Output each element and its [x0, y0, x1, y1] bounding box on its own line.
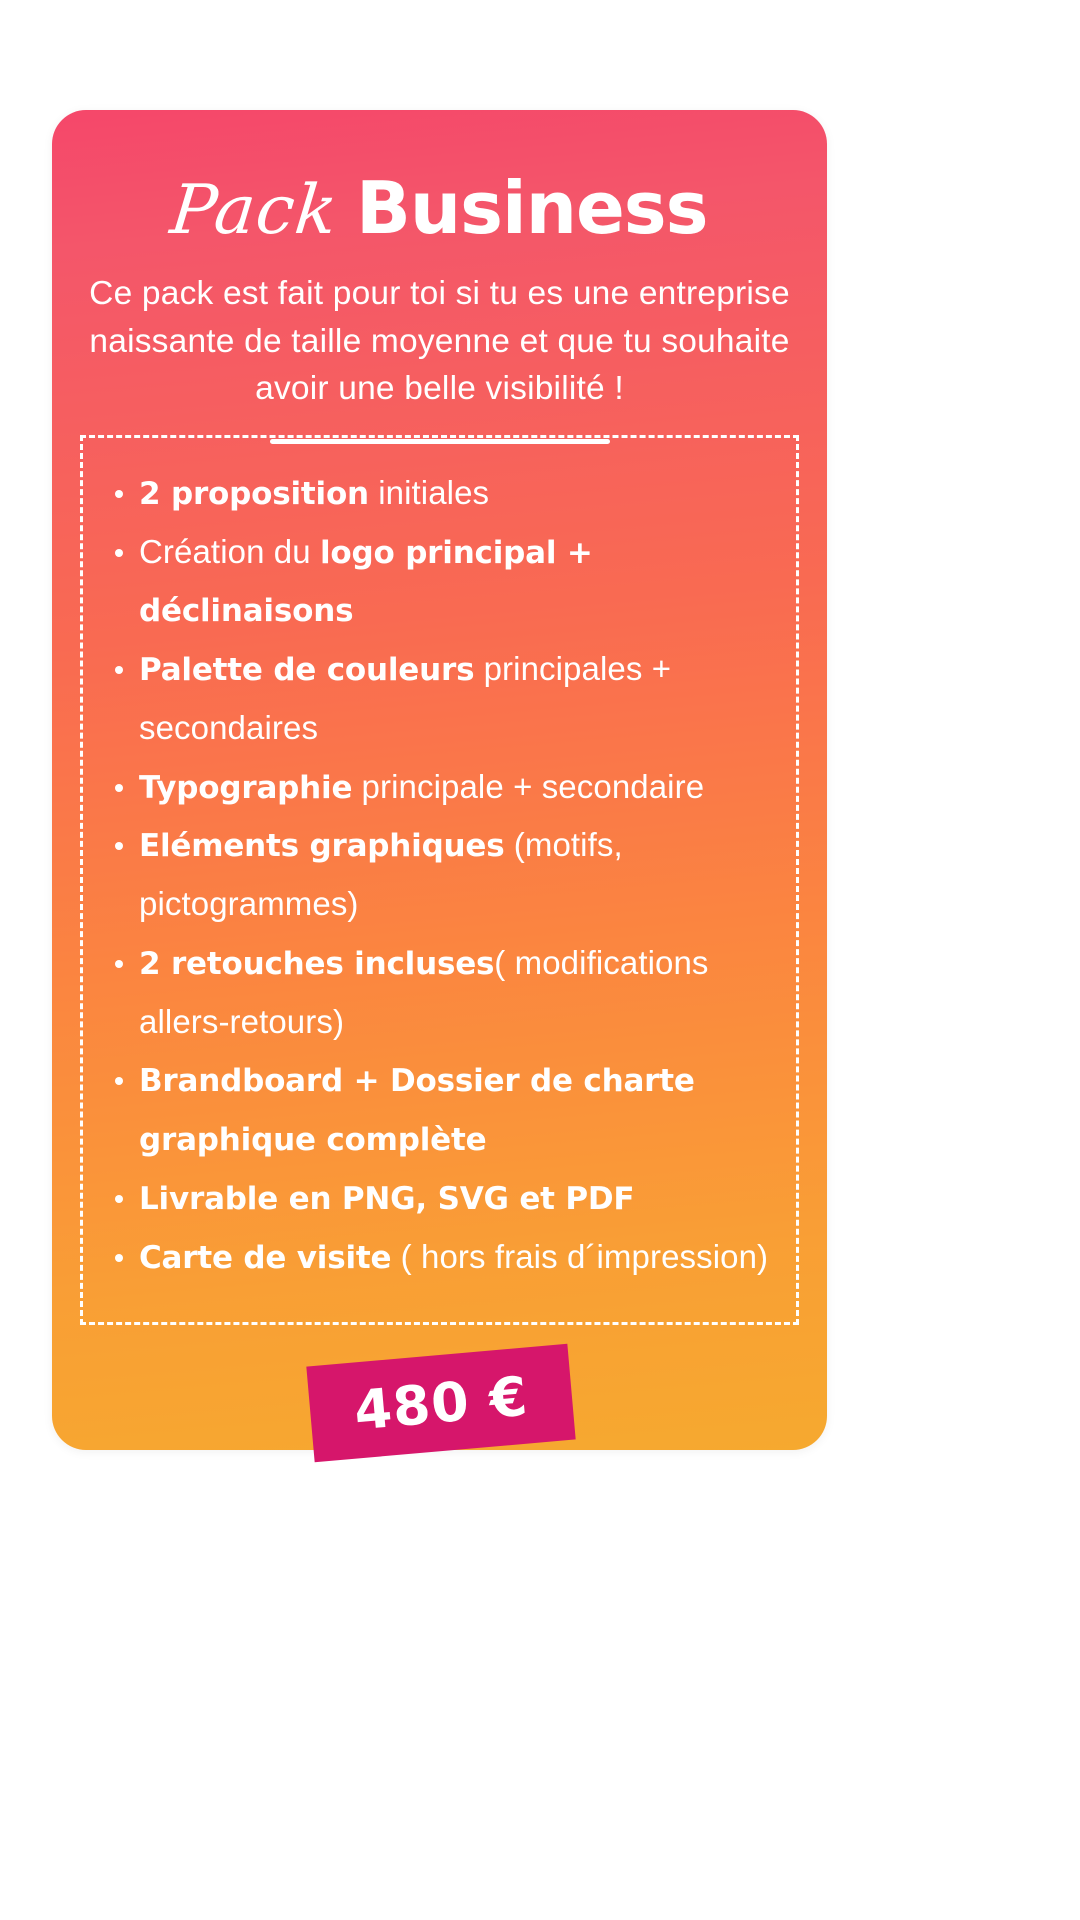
feature-text: initiales: [368, 474, 490, 511]
title-bold-word: Business: [356, 166, 708, 250]
feature-list: [109, 464, 774, 1286]
feature-strong: logo principal + déclinaisons: [139, 534, 593, 630]
feature-strong: Carte de visite: [139, 1239, 392, 1276]
feature-item: [109, 816, 774, 933]
feature-text: principale + secondaire: [352, 767, 705, 805]
feature-item: [109, 1051, 774, 1168]
card-subtitle: Ce pack est fait pour toi si tu es une entreprise naissante de taille moyenne et que tu souhaite avoir une belle visibilité !: [89, 275, 790, 408]
pricing-card: [52, 110, 827, 1450]
price-value: 480 €: [351, 1364, 531, 1442]
feature-strong: 2 retouches incluses: [139, 945, 495, 982]
feature-item: [109, 758, 774, 817]
feature-strong: Brandboard + Dossier de charte graphique complète: [139, 1063, 695, 1159]
feature-text: (motifs, pictogrammes): [139, 826, 623, 923]
feature-strong: Typographie: [139, 769, 353, 806]
feature-item: [109, 1228, 774, 1287]
feature-item: [109, 464, 774, 523]
feature-strong: Palette de couleurs: [139, 652, 475, 689]
feature-item: [109, 1169, 774, 1228]
features-box: [80, 435, 799, 1325]
feature-text: principales + secondaires: [139, 650, 672, 746]
feature-text: Création du: [139, 532, 320, 570]
feature-text: ( hors frais d´impression): [391, 1237, 769, 1275]
feature-strong: Eléments graphiques: [139, 828, 505, 865]
feature-text: ( modifications allers-retours): [139, 943, 709, 1040]
title-script-word: Pack: [167, 171, 343, 250]
feature-strong: 2 proposition: [139, 476, 369, 512]
feature-strong: Livrable en PNG, SVG et PDF: [139, 1180, 635, 1217]
feature-item: [109, 523, 774, 640]
feature-item: [109, 640, 774, 757]
card-header: [52, 110, 827, 444]
card-title: [52, 166, 827, 250]
feature-item: [109, 934, 774, 1051]
